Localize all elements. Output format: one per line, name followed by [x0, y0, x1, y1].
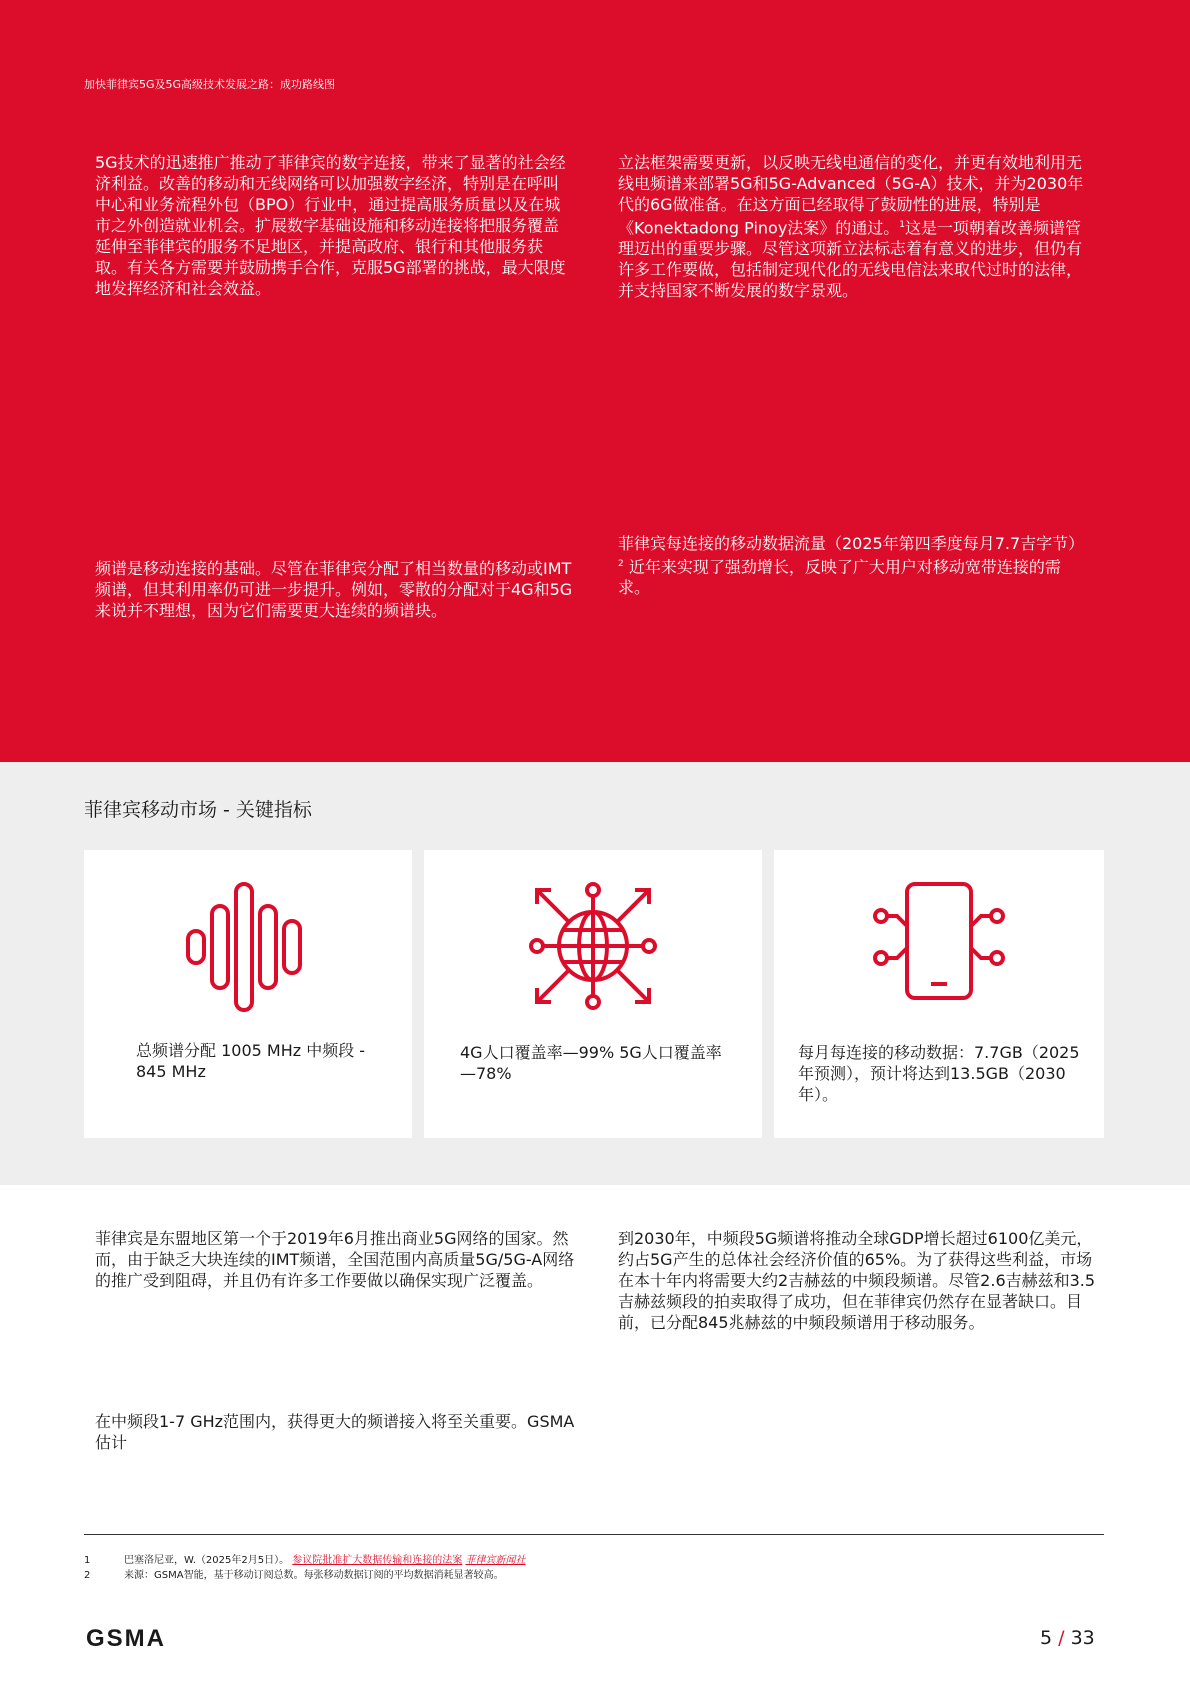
smartphone-data-icon: [869, 876, 1009, 1016]
footnote-divider: [84, 1534, 1104, 1535]
indicator-card-coverage: [424, 850, 762, 1138]
page-total: 33: [1070, 1627, 1095, 1649]
running-head: 加快菲律宾5G及5G高级技术发展之路：成功路线图: [84, 78, 336, 91]
intro-paragraph-left: 5G技术的迅速推广推动了菲律宾的数字连接，带来了显著的社会经济利益。改善的移动和无线网络可以加强数字经济，特别是在呼叫中心和业务流程外包（BPO）行业中，通过提高服务质量以及在城市之外创造就业机会。扩展数字基础设施和移动连接将把服务覆盖延伸至菲律宾的服务不足地区，并提高政府、银行和其他服务获取。有关各方需要并鼓励携手合作，克服5G部署的挑战，最大限度地发挥经济和社会效益。: [95, 153, 566, 298]
footnote-2-number: 2: [84, 1570, 91, 1581]
section-title: 菲律宾移动市场 - 关键指标: [84, 799, 312, 821]
legislation-text: 立法框架需要更新，以反映无线电通信的变化，并更有效地利用无线电频谱来部署5G和5G-Advanced（5G-A）技术，并为2030年代的6G做准备。在这方面已经取得了鼓励性的进展，特别是《Konektadong Pinoy法案》的通过。: [618, 153, 1084, 238]
footnote-2-text: 来源：GSMA智能，基于移动订阅总数。每张移动数据订阅的平均数据消耗显著较高。: [124, 1570, 504, 1581]
sound-wave-icon: [178, 876, 318, 1016]
globe-network-icon: [523, 876, 663, 1016]
page-current: 5: [1040, 1627, 1053, 1649]
body-paragraph-left-1: 菲律宾是东盟地区第一个于2019年6月推出商业5G网络的国家。然而，由于缺乏大块连续的IMT频谱，全国范围内高质量5G/5G-A网络的推广受到阻碍，并且仍有许多工作要做以确保实现广泛覆盖。: [95, 1229, 575, 1290]
page-separator: /: [1058, 1627, 1065, 1649]
footnote-1-number: 1: [84, 1555, 91, 1566]
indicator-spectrum-text: 总频谱分配 1005 MHz 中频段 - 845 MHz: [136, 1041, 366, 1081]
legislation-text-continued: 这是一项朝着改善频谱管理迈出的重要步骤。尽管这项新立法标志着有意义的进步，但仍有许多工作要做，包括制定现代化的无线电信法来取代过时的法律，并支持国家不断发展的数字景观。: [618, 218, 1083, 301]
spectrum-paragraph: 频谱是移动连接的基础。尽管在菲律宾分配了相当数量的移动或IMT频谱，但其利用率仍可进一步提升。例如，零散的分配对于4G和5G来说并不理想，因为它们需要更大连续的频谱块。: [95, 559, 573, 620]
footnote-1: [124, 1554, 824, 1568]
intro-red-section: [0, 0, 1190, 762]
footnote-ref-2[interactable]: 2: [618, 559, 624, 569]
page-number: [1040, 1627, 1095, 1649]
indicator-data-text: 每月每连接的移动数据：7.7GB（2025年预测），预计将达到13.5GB（2030年）。: [798, 1043, 1080, 1104]
data-traffic-paragraph: [618, 533, 1086, 598]
indicator-card-spectrum: [84, 850, 412, 1138]
indicator-coverage-text: 4G人口覆盖率—99% 5G人口覆盖率—78%: [460, 1043, 722, 1083]
data-traffic-text-continued: 近年来实现了强劲增长，反映了广大用户对移动宽带连接的需求。: [618, 557, 1061, 598]
data-traffic-text: 菲律宾每连接的移动数据流量（2025年第四季度每月7.7吉字节）: [618, 534, 1085, 553]
gsma-logo: GSMA: [86, 1625, 166, 1652]
key-indicators-section: [0, 762, 1190, 1185]
footnote-1-source[interactable]: 菲律宾新闻社: [465, 1555, 526, 1566]
body-paragraph-left-2: 在中频段1-7 GHz范围内，获得更大的频谱接入将至关重要。GSMA估计: [95, 1412, 575, 1452]
footnote-1-text: 巴塞洛尼亚，W.（2025年2月5日）。: [124, 1555, 290, 1566]
indicator-card-data: [774, 850, 1104, 1138]
footnote-ref-1[interactable]: 1: [899, 220, 906, 230]
footnote-1-link[interactable]: 参议院批准扩大数据传输和连接的法案: [292, 1555, 463, 1566]
intro-paragraph-right: [618, 152, 1086, 301]
body-paragraph-right-1: 到2030年，中频段5G频谱将推动全球GDP增长超过6100亿美元，约占5G产生的总体社会经济价值的65%。为了获得这些利益，市场在本十年内将需要大约2吉赫兹的中频段频谱。尽管2.6吉赫兹和3.5吉赫兹频段的拍卖取得了成功，但在菲律宾仍然存在显著缺口。目前，已分配845兆赫兹的中频段频谱用于移动服务。: [618, 1229, 1096, 1332]
